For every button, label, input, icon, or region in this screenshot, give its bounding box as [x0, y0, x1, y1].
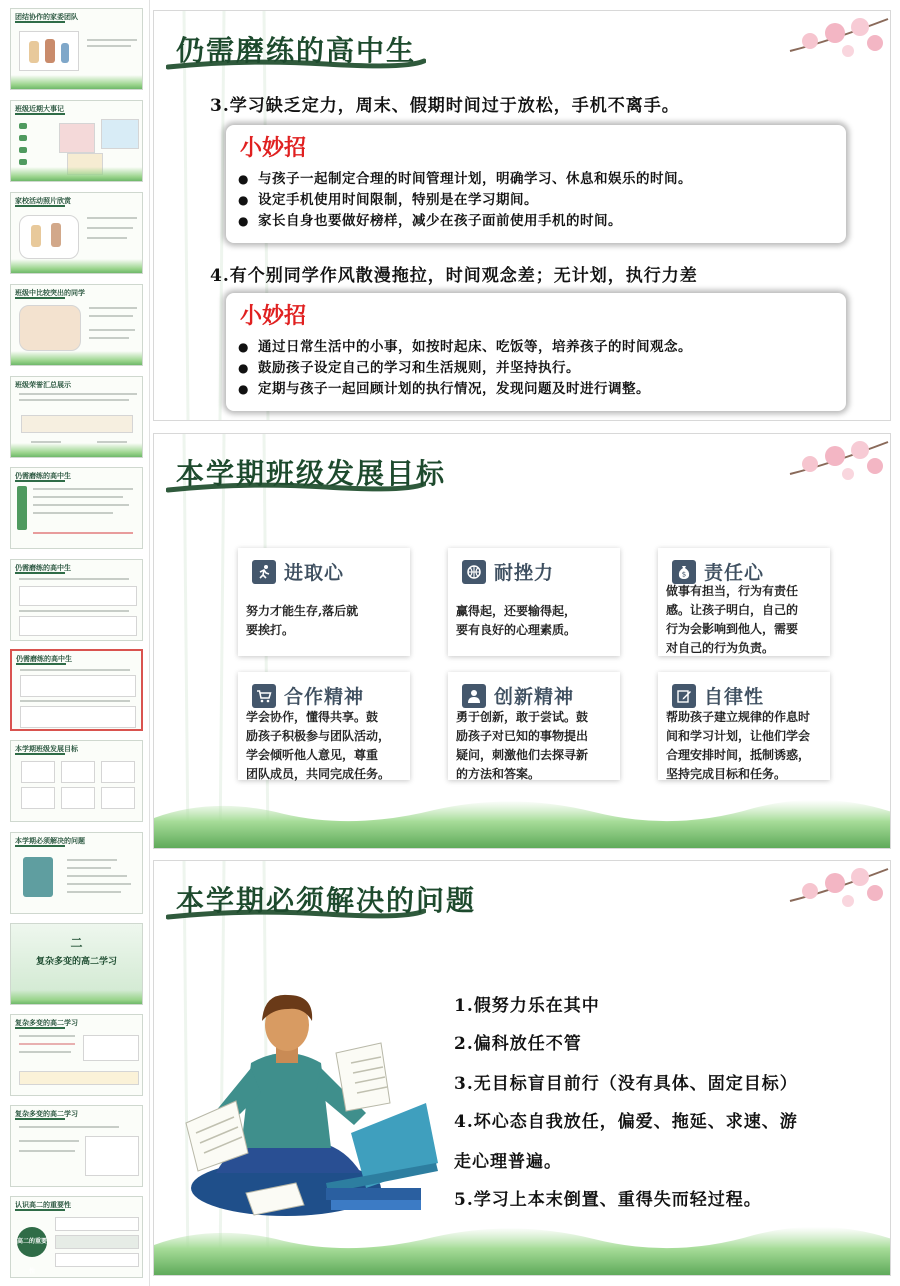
- thumbnail-6[interactable]: [10, 467, 143, 549]
- goal-card-ambition: [238, 548, 410, 656]
- problem-item: 1.假努力乐在其中: [454, 996, 600, 1016]
- thumbnail-text-line: [33, 488, 133, 490]
- thumbnail-grass: [11, 75, 142, 89]
- thumbnail-grass: [11, 259, 142, 273]
- tip-list: [238, 169, 692, 232]
- slide-tough-students: [153, 10, 891, 421]
- thumbnail-section-title: 复杂多变的高二学习: [35, 957, 117, 967]
- goal-card-title: 合作精神: [284, 686, 365, 708]
- thumbnail-side-bar: [17, 486, 27, 530]
- thumbnail-text-line: [19, 578, 129, 580]
- thumbnail-1[interactable]: [10, 8, 143, 90]
- thumbnail-text-line: [19, 1035, 75, 1037]
- thumbnail-grass: [11, 443, 142, 457]
- thumbnail-text-line: [87, 227, 133, 229]
- slide-class-goals: [153, 433, 891, 849]
- thumbnail-section-number: 二: [70, 936, 83, 950]
- thumbnail-text-line: [33, 532, 133, 534]
- thumbnail-card: [55, 1217, 139, 1231]
- thumbnail-card: [101, 761, 135, 783]
- goal-card-line: 学会倾听他人意见，尊重: [246, 748, 379, 762]
- person-icon: [462, 684, 486, 708]
- money-bag-icon: [672, 560, 696, 584]
- thumbnail-3[interactable]: [10, 192, 143, 274]
- slide-title: 本学期必须解决的问题: [176, 884, 477, 917]
- goal-card-line: 对自己的行为负责。: [666, 641, 775, 655]
- thumbnail-card: [61, 787, 95, 809]
- thumbnail-text-line: [19, 393, 137, 395]
- thumbnail-title: 复杂多变的高二学习: [15, 1110, 78, 1118]
- thumbnail-card: [55, 1235, 139, 1249]
- goal-card-line: 疑问，刺激他们去探寻新: [456, 748, 589, 762]
- thumbnail-text-line: [89, 315, 133, 317]
- thumbnail-title: 班级荣誉汇总展示: [15, 381, 71, 389]
- thumbnail-text-line: [89, 307, 137, 309]
- problem-item: 5.学习上本末倒置、重得失而轻过程。: [454, 1190, 762, 1210]
- thumbnail-text-line: [87, 45, 131, 47]
- cherry-blossom-decoration: [780, 434, 890, 504]
- thumbnail-7[interactable]: [10, 559, 143, 641]
- grass-hills-decoration: [154, 1215, 891, 1275]
- thumbnail-photo: [21, 415, 133, 433]
- goal-card-title: 耐挫力: [494, 562, 555, 584]
- thumbnail-5[interactable]: [10, 376, 143, 458]
- thumbnail-text-line: [19, 399, 129, 401]
- slide-problems-to-solve: [153, 860, 891, 1276]
- thumbnail-underline: [15, 480, 65, 482]
- thumbnail-figure: [51, 223, 61, 247]
- point-4: 4.有个别同学作风散漫拖拉，时间观念差；无计划，执行力差: [210, 266, 698, 286]
- tip-list: [238, 337, 692, 400]
- thumbnail-underline: [15, 21, 65, 23]
- goal-card-cooperation: [238, 672, 410, 780]
- thumbnail-text-line: [87, 237, 127, 239]
- tip-box-2: [226, 293, 846, 411]
- thumbnail-grass: [11, 167, 142, 181]
- thumbnail-text-line: [67, 875, 127, 877]
- point-3: 3.学习缺乏定力，周末、假期时间过于放松，手机不离手。: [210, 96, 680, 116]
- thumbnail-12[interactable]: [10, 1014, 143, 1096]
- thumbnail-tip-box: [20, 675, 136, 697]
- thumbnail-underline: [15, 572, 65, 574]
- goal-card-line: 合理安排时间，抵制诱惑，: [666, 748, 811, 762]
- thumbnail-4[interactable]: [10, 284, 143, 366]
- thumbnail-figure: [45, 39, 55, 63]
- thumbnail-text-line: [19, 1126, 119, 1128]
- thumbnail-text-line: [67, 867, 111, 869]
- thumbnail-underline: [15, 753, 65, 755]
- goal-card-line: 帮助孩子建立规律的作息时: [666, 710, 811, 724]
- thumbnail-13[interactable]: [10, 1105, 143, 1187]
- slide-title: 本学期班级发展目标: [176, 457, 447, 490]
- thumbnail-grass: [11, 351, 142, 365]
- thumbnail-bullet: [19, 135, 27, 141]
- tip-item: ● 鼓励孩子设定自己的学习和生活规则，并坚持执行。: [238, 358, 692, 379]
- cherry-blossom-decoration: [780, 11, 890, 81]
- thumbnail-tip-box: [19, 616, 137, 636]
- thumbnail-text-line: [67, 883, 131, 885]
- thumbnail-title: 班级近期大事记: [15, 105, 64, 113]
- goal-card-innovation: [448, 672, 620, 780]
- thumbnail-card: [55, 1253, 139, 1267]
- thumbnail-9[interactable]: [10, 740, 143, 822]
- thumbnail-card: [101, 787, 135, 809]
- thumbnail-text-line: [20, 700, 130, 702]
- thumbnail-bullet: [19, 147, 27, 153]
- thumbnail-2[interactable]: [10, 100, 143, 182]
- thumbnail-photo: [19, 305, 81, 351]
- thumbnail-card: [21, 761, 55, 783]
- thumbnail-text-line: [33, 496, 123, 498]
- goal-card-line: 励孩子积极参与团队活动，: [246, 729, 391, 743]
- edit-icon: [672, 684, 696, 708]
- grass-hills-decoration: [154, 788, 891, 848]
- thumbnail-text-line: [19, 610, 129, 612]
- goal-card-line: 努力才能生存,落后就: [246, 604, 359, 618]
- thumbnail-title: 团结协作的家委团队: [15, 13, 78, 21]
- tip-box-1: [226, 125, 846, 243]
- goal-card-line: 赢得起，还要输得起，: [456, 604, 577, 618]
- thumbnail-text-line: [19, 1051, 71, 1053]
- tip-item: ● 通过日常生活中的小事，如按时起床、吃饭等，培养孩子的时间观念。: [238, 337, 692, 358]
- thumbnail-8-selected[interactable]: [10, 649, 143, 731]
- goal-card-title: 责任心: [704, 562, 765, 584]
- thumbnail-card: [19, 1071, 139, 1085]
- thumbnail-text-line: [33, 504, 129, 506]
- problem-item: 3.无目标盲目前行（没有具体、固定目标）: [454, 1074, 798, 1094]
- slide-thumbnail-rail: [0, 0, 150, 1286]
- goal-card-self-discipline: [658, 672, 830, 780]
- problem-item: 2.偏科放任不管: [454, 1034, 582, 1054]
- goal-card-line: 励孩子对已知的事物提出: [456, 729, 589, 743]
- goal-card-line: 行为会影响到他人，需要: [666, 622, 799, 636]
- thumbnail-figure: [29, 41, 39, 63]
- tip-item: ● 与孩子一起制定合理的时间管理计划，明确学习、休息和娱乐的时间。: [238, 169, 692, 190]
- thumbnail-11[interactable]: [10, 923, 143, 1005]
- thumbnail-photo: [59, 123, 95, 153]
- thumbnail-underline: [16, 663, 66, 665]
- thumbnail-text-line: [87, 39, 137, 41]
- thumbnail-card: [21, 787, 55, 809]
- thumbnail-grass: [11, 990, 142, 1004]
- goal-card-line: 团队成员，共同完成任务。: [246, 767, 391, 781]
- goal-card-line: 要挨打。: [246, 623, 295, 637]
- thumbnail-underline: [15, 1118, 65, 1120]
- goal-card-line: 间和学习计划，让他们学会: [666, 729, 811, 743]
- goal-card-line: 勇于创新，敢于尝试。鼓: [456, 710, 589, 724]
- thumbnail-photo: [101, 119, 139, 149]
- thumbnail-text-line: [20, 669, 130, 671]
- thumbnail-card: [83, 1035, 139, 1061]
- goal-card-title: 创新精神: [494, 686, 575, 708]
- thumbnail-title: 本学期必须解决的问题: [15, 837, 85, 845]
- thumbnail-underline: [15, 205, 65, 207]
- thumbnail-10[interactable]: [10, 832, 143, 914]
- tip-heading: 小妙招: [240, 135, 307, 161]
- thumbnail-title: 班级中比较突出的同学: [15, 289, 85, 297]
- goal-card-line: 感。让孩子明白，自己的: [666, 603, 799, 617]
- thumbnail-photo: [19, 215, 79, 259]
- thumbnail-14[interactable]: [10, 1196, 143, 1278]
- thumbnail-underline: [15, 297, 65, 299]
- thumbnail-text-line: [33, 512, 113, 514]
- thumbnail-title: 复杂多变的高二学习: [15, 1019, 78, 1027]
- goal-card-title: 进取心: [284, 562, 345, 584]
- tip-item: ● 家长自身也要做好榜样，减少在孩子面前使用手机的时间。: [238, 211, 692, 232]
- goal-card-line: 学会协作，懂得共享。鼓: [246, 710, 379, 724]
- goal-card-line: 坚持完成目标和任务。: [666, 767, 787, 781]
- tip-item: ● 定期与孩子一起回顾计划的执行情况，发现问题及时进行调整。: [238, 379, 692, 400]
- student-laptop-illustration: [176, 983, 444, 1223]
- thumbnail-figure: [31, 225, 41, 247]
- thumbnail-underline: [15, 1209, 65, 1211]
- problem-item: 走心理普遍。: [454, 1152, 562, 1172]
- goal-card-responsibility: [658, 548, 830, 656]
- thumbnail-title: 仍需磨练的高中生: [15, 472, 71, 480]
- thumbnail-text-line: [19, 1140, 79, 1142]
- goal-card-line: 做事有担当，行为有责任: [666, 584, 799, 598]
- thumbnail-underline: [15, 845, 65, 847]
- goal-card-line: 的方法和答案。: [456, 767, 541, 781]
- thumbnail-bullet: [19, 159, 27, 165]
- thumbnail-tip-box: [19, 586, 137, 606]
- thumbnail-text-line: [67, 891, 121, 893]
- thumbnail-title: 本学期班级发展目标: [15, 745, 78, 753]
- tip-item: ● 设定手机使用时间限制，特别是在学习期间。: [238, 190, 692, 211]
- thumbnail-title: 仍需磨练的高中生: [16, 655, 72, 663]
- thumbnail-card: [85, 1136, 139, 1176]
- thumbnail-text-line: [19, 1150, 75, 1152]
- goal-card-line: 要有良好的心理素质。: [456, 623, 577, 637]
- thumbnail-underline: [15, 113, 65, 115]
- thumbnail-circle-label: 高二的重要性: [17, 1227, 47, 1257]
- thumbnail-text-line: [89, 337, 129, 339]
- thumbnail-underline: [15, 1027, 65, 1029]
- thumbnail-figure: [61, 43, 69, 63]
- thumbnail-card: [61, 761, 95, 783]
- thumbnail-title: 仍需磨练的高中生: [15, 564, 71, 572]
- thumbnail-text-line: [67, 859, 117, 861]
- thumbnail-bullet: [19, 123, 27, 129]
- thumbnail-title: 认识高二的重要性: [15, 1201, 71, 1209]
- thumbnail-title: 家校活动照片欣赏: [15, 197, 71, 205]
- slide-title: 仍需磨练的高中生: [176, 34, 417, 67]
- goal-card-resilience: [448, 548, 620, 656]
- basketball-icon: [462, 560, 486, 584]
- goal-card-title: 自律性: [704, 686, 765, 708]
- cart-icon: [252, 684, 276, 708]
- tip-heading: 小妙招: [240, 303, 307, 329]
- thumbnail-text-line: [89, 329, 135, 331]
- thumbnail-figure: [23, 857, 53, 897]
- thumbnail-tip-box: [20, 706, 136, 728]
- thumbnail-text-line: [87, 217, 137, 219]
- svg-text:$: $: [681, 570, 687, 579]
- cherry-blossom-decoration: [780, 861, 890, 931]
- thumbnail-text-line: [19, 1043, 75, 1045]
- problem-item: 4.坏心态自我放任，偏爱、拖延、求速、游: [454, 1112, 798, 1132]
- runner-icon: [252, 560, 276, 584]
